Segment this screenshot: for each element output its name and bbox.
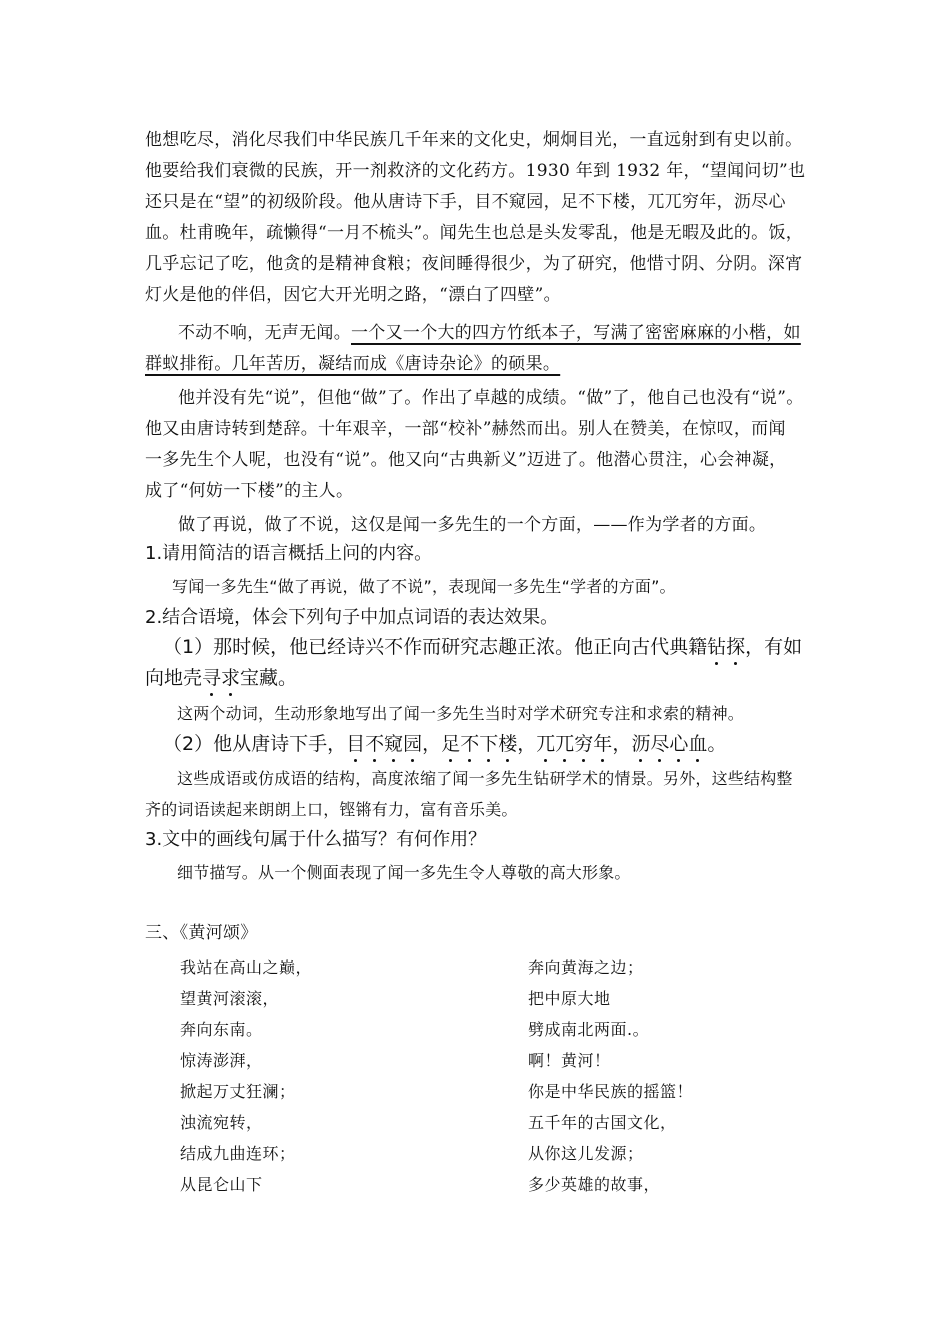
poem-line: 啊！黄河！ xyxy=(528,1051,611,1070)
text-line xyxy=(178,318,801,343)
dotted-word: 尽 xyxy=(650,729,669,756)
example-1-line-2 xyxy=(145,663,297,690)
example-text: 。 xyxy=(707,733,727,755)
answer-2-2-line-2: 齐的词语读起来朗朗上口，铿锵有力，富有音乐美。 xyxy=(145,800,518,819)
question-1: 1.请用简洁的语言概括上问的内容。 xyxy=(145,543,433,564)
poem-line: 惊涛澎湃， xyxy=(180,1051,263,1070)
poem-line: 从昆仑山下 xyxy=(180,1175,263,1194)
answer-2-2-line-1: 这些成语或仿成语的结构，高度浓缩了闻一多先生钻研学术的情景。另外，这些结构整 xyxy=(177,769,793,788)
dotted-word: 探 xyxy=(726,632,745,659)
text-line: 他并没有先“说”，但他“做”了。作出了卓越的成绩。“做”了，他自己也没有“说”。 xyxy=(178,388,804,408)
example-1-line-1 xyxy=(163,632,802,659)
example-text: 宝藏。 xyxy=(240,667,298,689)
dotted-word: 足 xyxy=(441,729,460,756)
poem-line: 我站在高山之巅， xyxy=(180,958,313,977)
underlined-sentence: 群蚁排衔。几年苦历，凝结而成《唐诗杂论》的硕果。 xyxy=(145,354,561,374)
answer-3: 细节描写。从一个侧面表现了闻一多先生令人尊敬的高大形象。 xyxy=(177,863,631,882)
dotted-word: 楼 xyxy=(498,729,517,756)
example-text: ， xyxy=(517,733,537,755)
poem-line: 掀起万丈狂澜； xyxy=(180,1082,296,1101)
underlined-sentence: 一个又一个大的四方竹纸本子，写满了密密麻麻的小楷，如 xyxy=(351,323,801,343)
poem-line: 五千年的古国文化， xyxy=(528,1113,677,1132)
poem-line: 你是中华民族的摇篮！ xyxy=(528,1082,694,1101)
poem-line: 浊流宛转， xyxy=(180,1113,263,1132)
poem-line: 结成九曲连环； xyxy=(180,1144,296,1163)
dotted-word: 兀 xyxy=(536,729,555,756)
text-line xyxy=(145,349,560,374)
dotted-word: 沥 xyxy=(631,729,650,756)
dotted-word: 血 xyxy=(688,729,707,756)
text-line: 成了“何妨一下楼”的主人。 xyxy=(145,481,354,501)
dotted-word: 穷 xyxy=(574,729,593,756)
poem-line: 多少英雄的故事， xyxy=(528,1175,661,1194)
example-text: 向地壳 xyxy=(145,667,203,689)
section-heading: 三、《黄河颂》 xyxy=(145,923,258,943)
answer-1: 写闻一多先生“做了再说，做了不说”，表现闻一多先生“学者的方面”。 xyxy=(172,577,676,596)
text-line: 几乎忘记了吃，他贪的是精神食粮；夜间睡得很少，为了研究，他惜寸阴、分阴。深宵 xyxy=(145,254,803,274)
dotted-word: 园 xyxy=(403,729,422,756)
text-line: 一多先生个人呢，也没有“说”。他又向“古典新义”迈进了。他潜心贯注，心会神凝， xyxy=(145,450,787,470)
dotted-word: 窥 xyxy=(384,729,403,756)
dotted-word: 寻 xyxy=(202,663,221,690)
answer-2-1: 这两个动词，生动形象地写出了闻一多先生当时对学术研究专注和求索的精神。 xyxy=(177,704,745,723)
dotted-word: 求 xyxy=(221,663,240,690)
example-text: ，有如 xyxy=(745,636,803,658)
poem-line: 望黄河滚滚， xyxy=(180,989,280,1008)
poem-line: 奔向东南。 xyxy=(180,1020,263,1039)
text-line: 血。杜甫晚年，疏懒得“一月不梳头”。闻先生也总是头发零乱，他是无暇及此的。饭， xyxy=(145,223,804,243)
poem-line: 把中原大地 xyxy=(528,989,611,1008)
text-line: 他又由唐诗转到楚辞。十年艰辛，一部“校补”赫然而出。别人在赞美，在惊叹，而闻 xyxy=(145,419,786,439)
example-text: （1）那时候，他已经诗兴不作而研究志趣正浓。他正向古代典籍 xyxy=(163,636,708,658)
text-line: 他要给我们衰微的民族，开一剂救济的文化药方。1930 年到 1932 年，“望闻问切”也 xyxy=(145,161,806,181)
text-line: 他想吃尽，消化尽我们中华民族几千年来的文化史，炯炯目光，一直远射到有史以前。 xyxy=(145,130,803,150)
paragraph-4: 做了再说，做了不说，这仅是闻一多先生的一个方面，——作为学者的方面。 xyxy=(178,515,767,535)
poem-line: 奔向黄海之边； xyxy=(528,958,644,977)
poem-line: 劈成南北两面.。 xyxy=(528,1020,650,1039)
question-2: 2.结合语境，体会下列句子中加点词语的表达效果。 xyxy=(145,607,559,628)
text-line: 灯火是他的伴侣，因它大开光明之路，“漂白了四壁”。 xyxy=(145,285,561,305)
text-line: 还只是在“望”的初级阶段。他从唐诗下手，目不窥园，足不下楼，兀兀穷年，沥尽心 xyxy=(145,192,786,212)
dotted-word: 不 xyxy=(365,729,384,756)
dotted-word: 年 xyxy=(593,729,612,756)
dotted-word: 不 xyxy=(460,729,479,756)
dotted-word: 心 xyxy=(669,729,688,756)
dotted-word: 兀 xyxy=(555,729,574,756)
lead-sentence: 不动不响，无声无闻。 xyxy=(178,323,351,343)
dotted-word: 钻 xyxy=(707,632,726,659)
dotted-word: 下 xyxy=(479,729,498,756)
poem-line: 从你这儿发源； xyxy=(528,1144,644,1163)
dotted-word: 目 xyxy=(346,729,365,756)
example-text: ， xyxy=(422,733,442,755)
example-text: （2）他从唐诗下手， xyxy=(163,733,347,755)
example-2 xyxy=(163,729,726,756)
example-text: ， xyxy=(612,733,632,755)
question-3: 3.文中的画线句属于什么描写？有何作用？ xyxy=(145,829,487,850)
